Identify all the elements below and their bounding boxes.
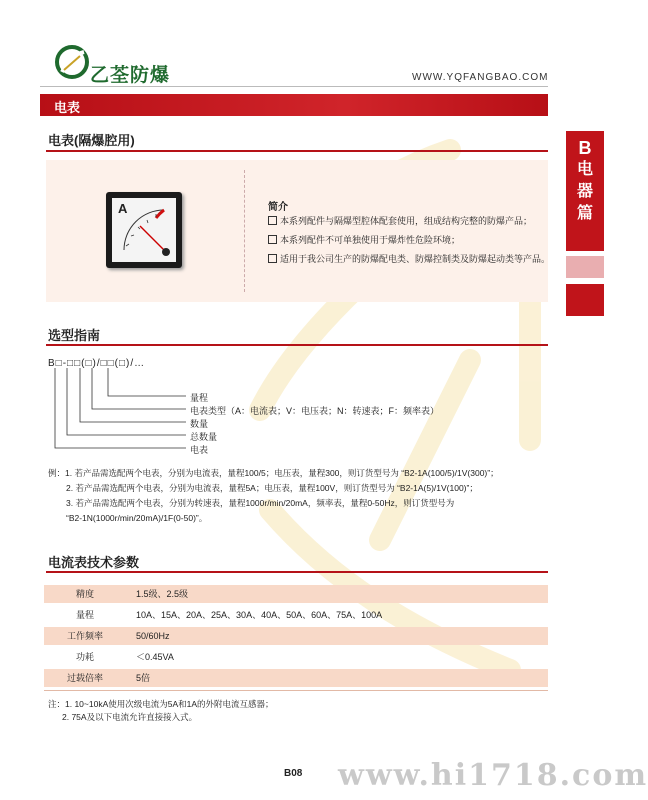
table-row bbox=[44, 585, 548, 603]
checkbox-icon bbox=[268, 216, 277, 225]
row-value: 5倍 bbox=[136, 673, 151, 683]
side-tab-char-3: 篇 bbox=[576, 205, 593, 222]
legend-range: 量程 bbox=[190, 393, 209, 403]
guide-title: 选型指南 bbox=[48, 328, 101, 343]
side-tab-char-2: 器 bbox=[576, 183, 593, 200]
table-row bbox=[44, 648, 548, 666]
product-title-rule bbox=[46, 150, 548, 152]
checkbox-icon bbox=[268, 235, 277, 244]
intro-bullet-1: 本系列配件与隔爆型腔体配套使用，组成结构完整的防爆产品； bbox=[268, 214, 532, 227]
spec-note-1: 注：1. 10~10kA使用次级电流为5A和1A的外附电流互感器； bbox=[48, 699, 274, 709]
row-label: 精度 bbox=[75, 589, 94, 599]
side-band-dark bbox=[566, 284, 604, 316]
intro-title: 简介 bbox=[268, 202, 288, 213]
side-band-light bbox=[566, 256, 604, 278]
row-value: ＜0.45VA bbox=[136, 652, 174, 662]
row-value: 1.5级、2.5级 bbox=[136, 589, 189, 599]
row-label: 过载倍率 bbox=[66, 673, 103, 683]
specs-title-rule bbox=[46, 571, 548, 573]
legend-total: 总数量 bbox=[190, 432, 218, 442]
table-bottom-rule bbox=[44, 690, 548, 691]
footer-watermark: www.hi1718.com bbox=[338, 758, 648, 793]
row-value: 50/60Hz bbox=[136, 631, 170, 641]
guide-title-rule bbox=[46, 344, 548, 346]
legend-type: 电表类型（A：电流表；V：电压表；N：转速表；F：频率表） bbox=[190, 406, 440, 416]
meter-unit-label: A bbox=[118, 201, 128, 216]
category-title: 电表 bbox=[54, 100, 81, 115]
example-2: 2. 若产品需选配两个电表，分别为电流表，量程5A；电压表，量程100V，则订货型号为 “B2-1A(5)/1V(100)”； bbox=[66, 483, 478, 493]
legend-quantity: 数量 bbox=[190, 419, 209, 429]
spec-note-2: 2. 75A及以下电流允许直接接入式。 bbox=[62, 712, 198, 722]
ammeter-image bbox=[106, 192, 182, 268]
legend-meter: 电表 bbox=[190, 445, 209, 455]
row-value: 10A、15A、20A、25A、30A、40A、50A、60A、75A、100A bbox=[136, 610, 383, 620]
checkbox-icon bbox=[268, 254, 277, 263]
intro-bullet-3: 适用于我公司生产的防爆配电类、防爆控制类及防爆起动类等产品。 bbox=[268, 252, 550, 265]
example-1: 例：1. 若产品需选配两个电表，分别为电流表，量程100/5；电压表，量程300，则订货型号为 “B2-1A(100/5)/1V(300)”； bbox=[48, 468, 499, 478]
specs-title: 电流表技术参数 bbox=[48, 555, 140, 570]
category-banner bbox=[40, 94, 548, 116]
page-number: B08 bbox=[284, 768, 303, 779]
table-row bbox=[44, 606, 548, 624]
example-3: 3. 若产品需选配两个电表，分别为转速表，量程1000r/min/20mA，频率表，量程0-50Hz，则订货型号为 bbox=[66, 498, 455, 508]
brand-name: 乙荃防爆 bbox=[90, 65, 171, 86]
row-label: 功耗 bbox=[75, 652, 94, 662]
table-row bbox=[44, 669, 548, 687]
code-legend-lines bbox=[50, 368, 190, 454]
row-label: 量程 bbox=[75, 610, 94, 620]
example-3-cont: “B2-1N(1000r/min/20mA)/1F(0-50)”。 bbox=[66, 513, 208, 523]
model-code-pattern: B□-□□(□)/□□(□)/… bbox=[48, 358, 146, 369]
side-chapter-tab[interactable] bbox=[566, 131, 604, 251]
website-url[interactable]: WWW.YQFANGBAO.COM bbox=[412, 72, 549, 83]
brand-logo-icon bbox=[54, 44, 90, 80]
header-divider bbox=[40, 86, 548, 87]
table-row bbox=[44, 627, 548, 645]
side-tab-char-1: 电 bbox=[576, 161, 593, 178]
intro-bullet-2: 本系列配件不可单独使用于爆炸性危险环境； bbox=[268, 233, 460, 246]
side-tab-letter: B bbox=[578, 138, 592, 158]
row-label: 工作频率 bbox=[66, 631, 103, 641]
product-title: 电表(隔爆腔用) bbox=[48, 133, 135, 148]
